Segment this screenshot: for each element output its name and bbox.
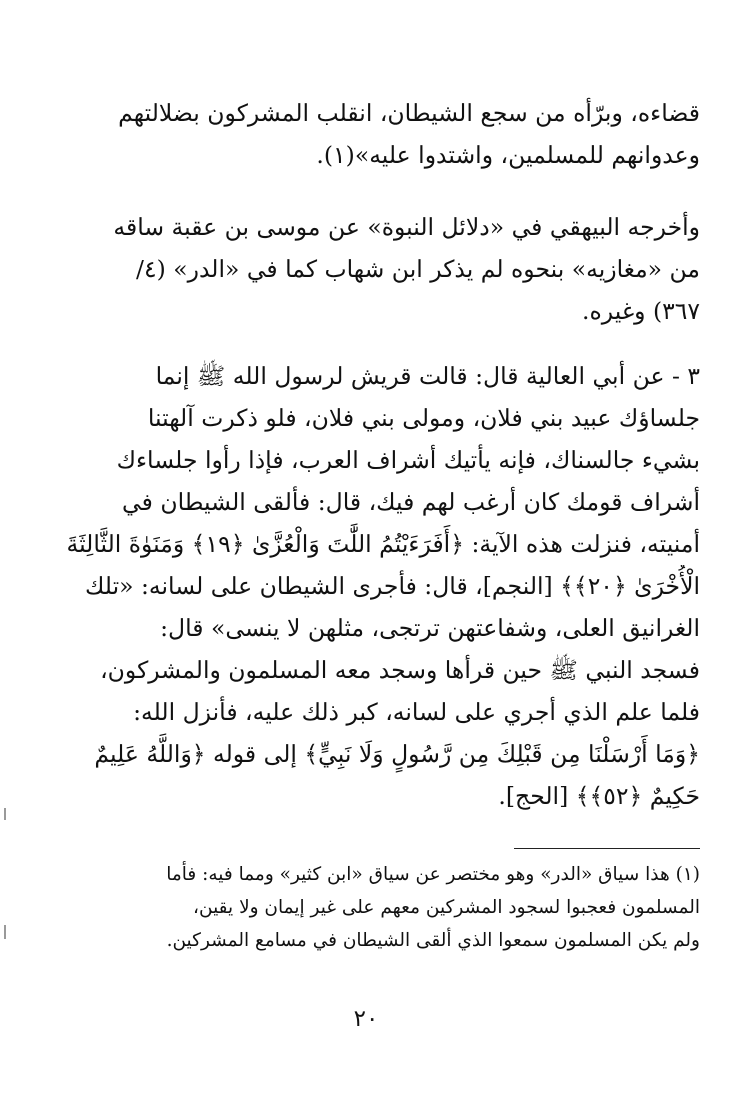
text-line: من «مغازيه» بنحوه لم يذكر ابن شهاب كما في «الدر» (٤/ (136, 255, 700, 283)
text-line: الغرانيق العلى، وشفاعتهن ترتجى، مثلهن لا ينسى» قال: (160, 614, 700, 642)
quran-verse-line: حَكِيمٌ ﴿٥٢﴾﴾ [الحج]. (498, 782, 700, 810)
text-line: وأخرجه البيهقي في «دلائل النبوة» عن موسى بن عقبة ساقه (113, 213, 700, 241)
page-number: ٢٠ (353, 1006, 379, 1032)
text-line: قضاءه، وبرّأه من سجع الشيطان، انقلب المشركون بضلالتهم (118, 99, 700, 127)
text-line: فسجد النبي ﷺ حين قرأها وسجد معه المسلمون والمشركون، (100, 656, 700, 684)
quran-verse-line: أمنيته، فنزلت هذه الآية: ﴿أَفَرَءَيْتُمُ اللَّٰتَ وَالْعُزَّىٰ ﴿١٩﴾ وَمَنَوٰةَ الثَّالِثَةَ (66, 530, 700, 558)
footnote (32, 858, 700, 957)
paragraph-3 (32, 355, 700, 817)
paragraph-1 (32, 92, 700, 176)
footnote-line: المسلمون فعجبوا لسجود المشركين معهم على غير إيمان ولا يقين، (193, 897, 700, 918)
quran-verse-line: ﴿وَمَا أَرْسَلْنَا مِن قَبْلِكَ مِن رَّسُولٍ وَلَا نَبِيٍّ﴾ إلى قوله ﴿وَاللَّهُ عَلِيمٌ (94, 740, 700, 768)
text-line: ٣٦٧) وغيره. (582, 297, 700, 325)
margin-mark (4, 925, 6, 939)
text-line: بشيء جالسناك، فإنه يأتيك أشراف العرب، فإذا رأوا جلساءك (116, 446, 700, 474)
footnote-line: (١) هذا سياق «الدر» وهو مختصر عن سياق «ابن كثير» ومما فيه: فأما (166, 864, 700, 885)
text-line: جلساؤك عبيد بني فلان، ومولى بني فلان، فلو ذكرت آلهتنا (147, 404, 700, 432)
text-line: فلما علم الذي أجري على لسانه، كبر ذلك عليه، فأنزل الله: (133, 698, 700, 726)
text-line: ٣ - عن أبي العالية قال: قالت قريش لرسول الله ﷺ إنما (155, 362, 700, 390)
footnote-separator (514, 848, 700, 849)
footnote-line: ولم يكن المسلمون سمعوا الذي ألقى الشيطان في مسامع المشركين. (166, 930, 700, 951)
quran-verse-line: الْأُخْرَىٰ ﴿٢٠﴾﴾ [النجم]، قال: فأجرى الشيطان على لسانه: «تلك (85, 572, 700, 600)
text-line: أشراف قومك كان أرغب لهم فيك، قال: فألقى الشيطان في (122, 488, 700, 516)
text-line: وعدوانهم للمسلمين، واشتدوا عليه»(١). (316, 141, 700, 169)
margin-mark (4, 808, 6, 820)
paragraph-2 (32, 206, 700, 332)
